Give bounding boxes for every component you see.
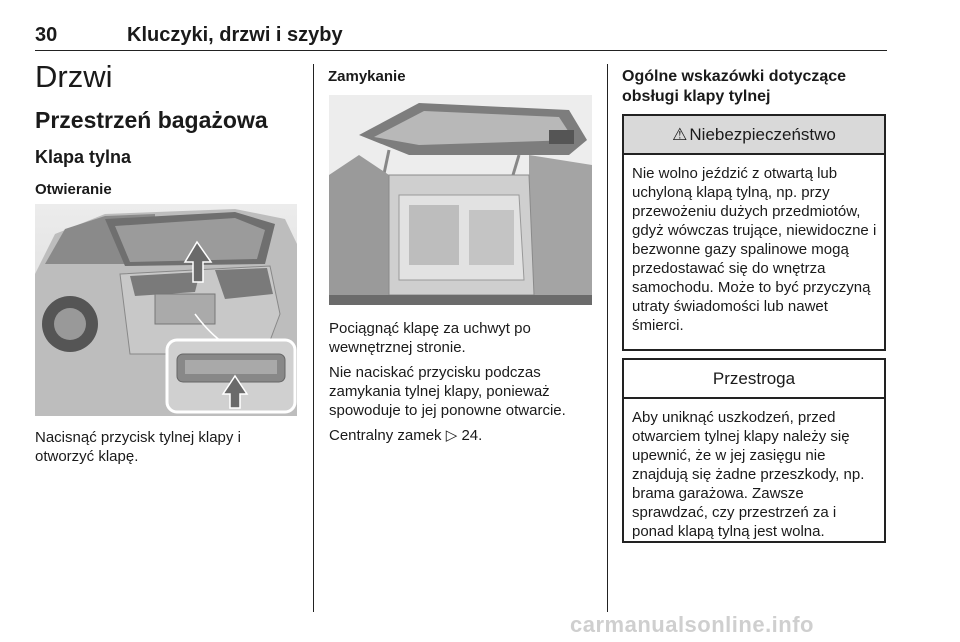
section-title: Przestrzeń bagażowa <box>35 107 268 133</box>
central-lock-reference[interactable] <box>329 426 594 445</box>
opening-heading: Otwieranie <box>35 181 112 198</box>
tailgate-button-illustration <box>35 204 297 416</box>
danger-title: Niebezpieczeństwo <box>689 124 836 144</box>
column-3 <box>622 67 886 107</box>
danger-text: Nie wolno jeździć z otwartą lub uchyloną klapą tylną, np. przy przewożeniu dużych przedmiotów, gdyż wówczas trujące, niewidoczne i bezwonne gazy spalinowe mogą przedostawać się do wnętrza samochodu. Może to być przyczyną utraty świadomości lub nawet śmierci. <box>632 165 877 334</box>
general-notes-heading: Ogólne wskazówki dotyczące obsługi klapy tylnej <box>622 68 847 105</box>
caution-title: Przestroga <box>712 368 796 388</box>
tailgate-closing-illustration <box>329 95 592 305</box>
column-divider-1 <box>313 64 314 612</box>
caution-text: Aby uniknąć uszkodzeń, przed otwarciem tylnej klapy należy się upewnić, że w jej zasięgu nie znajdują się żadne przeszkody, np. brama garażowa. Zawsze sprawdzać, czy przestrzeń za i ponad klapą tylną jest wolna. <box>632 409 865 540</box>
column-divider-2 <box>607 64 608 612</box>
closing-instructions <box>329 319 594 451</box>
watermark: carmanualsonline.info <box>570 612 814 637</box>
subsection-title: Klapa tylna <box>35 147 132 167</box>
page-ref-arrow-icon: ▷ <box>445 427 458 444</box>
closing-text-1: Pociągnąć klapę za uchwyt po wewnętrznej stronie. <box>329 320 531 356</box>
column-1 <box>35 58 300 200</box>
caution-box <box>622 358 886 543</box>
warning-triangle-icon: ⚠ <box>672 124 688 144</box>
page-number: 30 <box>35 24 58 46</box>
header-divider <box>35 50 887 51</box>
column-2 <box>328 67 593 87</box>
closing-text-2: Nie naciskać przycisku podczas zamykania tylnej klapy, ponieważ spowoduje to jej ponowne otwarcie. <box>329 364 566 419</box>
danger-title-bar <box>624 116 884 155</box>
central-lock-label: Centralny zamek <box>329 427 442 444</box>
caution-title-bar <box>624 360 884 399</box>
opening-instructions <box>35 428 297 466</box>
opening-text: Nacisnąć przycisk tylnej klapy i otworzyć klapę. <box>35 429 241 465</box>
central-lock-page: 24. <box>461 427 483 444</box>
closing-heading: Zamykanie <box>328 68 406 85</box>
page-title: Drzwi <box>35 59 113 94</box>
danger-box <box>622 114 886 351</box>
chapter-title: Kluczyki, drzwi i szyby <box>127 24 343 46</box>
